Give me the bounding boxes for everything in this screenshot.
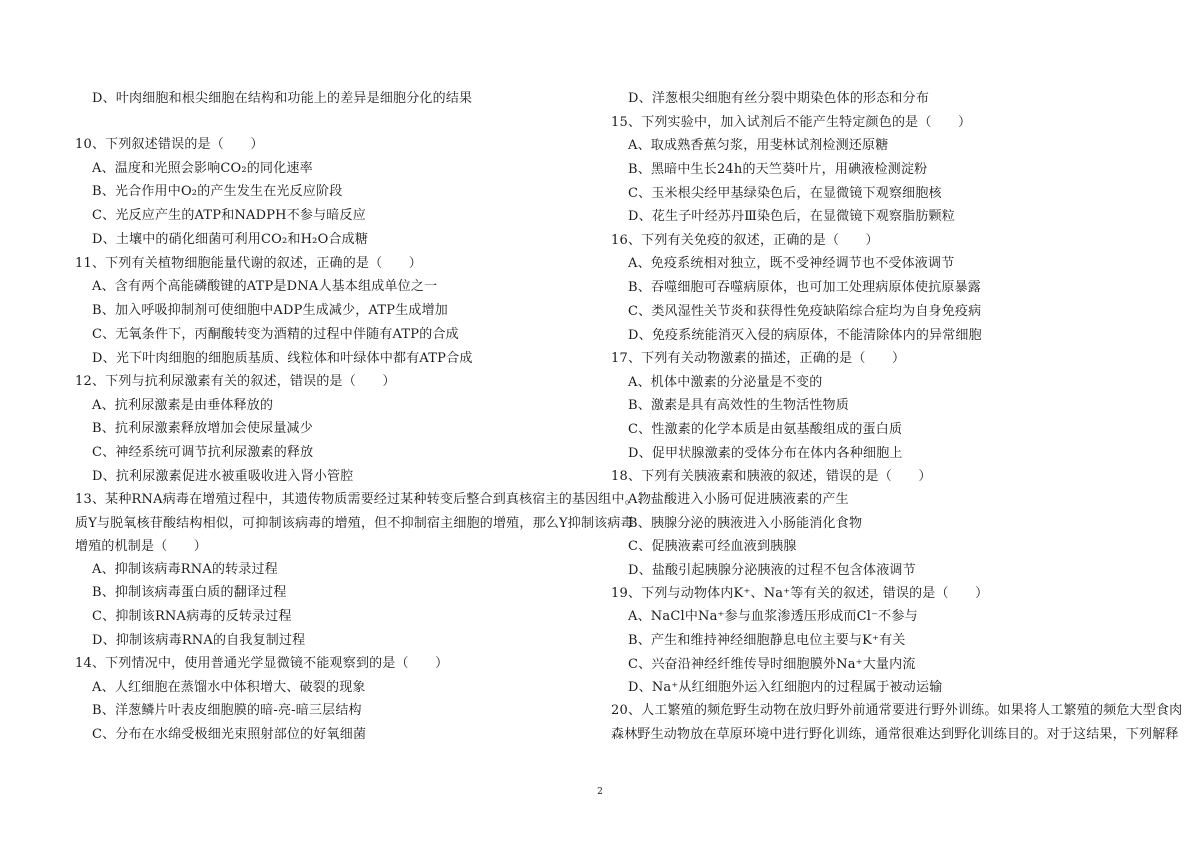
question-text: 11、下列有关植物细胞能量代谢的叙述，正确的是（ ） [75,256,422,271]
answer-option: B、加入呼吸抑制剂可使细胞中ADP生成减少，ATP生成增加 [92,303,449,318]
answer-option: B、产生和维持神经细胞静息电位主要与K⁺有关 [628,633,906,648]
answer-option: B、胰腺分泌的胰液进入小肠能消化食物 [628,516,863,531]
answer-option: A、取成熟香蕉匀浆，用斐林试剂检测还原糖 [628,138,889,153]
answer-option: D、抑制该病毒RNA的自我复制过程 [92,633,306,648]
answer-option: C、神经系统可调节抗利尿激素的释放 [92,445,314,460]
answer-option: A、含有两个高能磷酸键的ATP是DNA人基本组成单位之一 [92,279,438,294]
answer-option: A、温度和光照会影响CO₂的同化速率 [92,161,313,176]
answer-option: A、抗利尿激素是由垂体释放的 [92,398,274,413]
question-text: 18、下列有关胰液素和胰液的叙述，错误的是（ ） [611,469,932,484]
answer-option: D、免疫系统能消灭入侵的病原体，不能清除体内的异常细胞 [628,328,982,343]
question-text: 森林野生动物放在草原环境中进行野化训练，通常很难达到野化训练目的。对于这结果，下列解释 [611,727,1179,742]
page-number: 2 [597,787,603,797]
answer-option: B、抗利尿激素释放增加会使尿量减少 [92,421,313,436]
question-text: 19、下列与动物体内K⁺、Na⁺等有关的叙述，错误的是（ ） [611,586,989,601]
answer-option: B、激素是具有高效性的生物活性物质 [628,398,849,413]
answer-option: A、NaCl中Na⁺参与血浆渗透压形成而Cl⁻不参与 [628,609,918,624]
answer-option: C、性激素的化学本质是由氨基酸组成的蛋白质 [628,422,903,437]
answer-option: C、抑制该RNA病毒的反转录过程 [92,609,292,624]
answer-option: D、洋葱根尖细胞有丝分裂中期染色体的形态和分布 [628,91,930,106]
answer-option: D、盐酸引起胰腺分泌胰液的过程不包含体液调节 [628,563,916,578]
answer-option: C、类风湿性关节炎和获得性免疫缺陷综合症均为自身免疫病 [628,304,982,319]
answer-option: C、促胰液素可经血液到胰腺 [628,539,797,554]
answer-option: C、兴奋沿神经纤维传导时细胞膜外Na⁺大量内流 [628,657,916,672]
answer-option: B、黑暗中生长24h的天竺葵叶片，用碘液检测淀粉 [628,162,928,177]
question-text: 20、人工繁殖的频危野生动物在放归野外前通常要进行野外训练。如果将人工繁殖的频危大型食肉 [611,703,1183,718]
question-text: 14、下列情况中，使用普通光学显微镜不能观察到的是（ ） [75,656,449,671]
question-text: 17、下列有关动物激素的描述，正确的是（ ） [611,351,906,366]
answer-option: B、洋葱鳞片叶表皮细胞膜的暗-亮-暗三层结构 [92,703,362,718]
question-text: 质Y与脱氧核苷酸结构相似，可抑制该病毒的增殖，但不抑制宿主细胞的增殖，那么Y抑制该病毒 [75,516,634,531]
question-text: 13、某种RNA病毒在增殖过程中，其遗传物质需要经过某种转变后整合到真核宿主的基因组中。物 [75,492,652,507]
answer-option: A、人红细胞在蒸馏水中体积增大、破裂的现象 [92,680,366,695]
answer-option: D、光下叶肉细胞的细胞质基质、线粒体和叶绿体中都有ATP合成 [92,351,473,366]
question-text: 10、下列叙述错误的是（ ） [75,137,264,152]
answer-option: D、土壤中的硝化细菌可利用CO₂和H₂O合成糖 [92,232,369,247]
answer-option: B、光合作用中O₂的产生发生在光反应阶段 [92,184,343,199]
answer-option: A、盐酸进入小肠可促进胰液素的产生 [628,492,849,507]
answer-option: B、抑制该病毒蛋白质的翻译过程 [92,585,287,600]
answer-option: C、无氧条件下，丙酮酸转变为酒精的过程中伴随有ATP的合成 [92,327,459,342]
answer-option: D、花生子叶经苏丹Ⅲ染色后，在显微镜下观察脂肪颗粒 [628,209,955,224]
answer-option: D、抗利尿激素促进水被重吸收进入肾小管腔 [92,469,354,484]
question-text: 增殖的机制是（ ） [75,539,208,554]
question-text: 15、下列实验中，加入试剂后不能产生特定颜色的是（ ） [611,115,972,130]
answer-option: C、玉米根尖经甲基绿染色后，在显微镜下观察细胞核 [628,186,942,201]
answer-option: C、光反应产生的ATP和NADPH不参与暗反应 [92,208,366,223]
answer-option: A、免疫系统相对独立，既不受神经调节也不受体液调节 [628,256,955,271]
answer-option: A、机体中激素的分泌量是不变的 [628,375,823,390]
answer-option: D、Na⁺从红细胞外运入红细胞内的过程属于被动运输 [628,680,943,695]
answer-option: D、叶肉细胞和根尖细胞在结构和功能上的差异是细胞分化的结果 [92,91,473,106]
question-text: 12、下列与抗利尿激素有关的叙述，错误的是（ ） [75,374,396,389]
answer-option: D、促甲状腺激素的受体分布在体内各种细胞上 [628,446,903,461]
answer-option: B、吞噬细胞可吞噬病原体，也可加工处理病原体使抗原暴露 [628,280,981,295]
question-text: 16、下列有关免疫的叙述，正确的是（ ） [611,233,879,248]
answer-option: C、分布在水绵受极细光束照射部位的好氧细菌 [92,727,367,742]
answer-option: A、抑制该病毒RNA的转录过程 [92,562,278,577]
